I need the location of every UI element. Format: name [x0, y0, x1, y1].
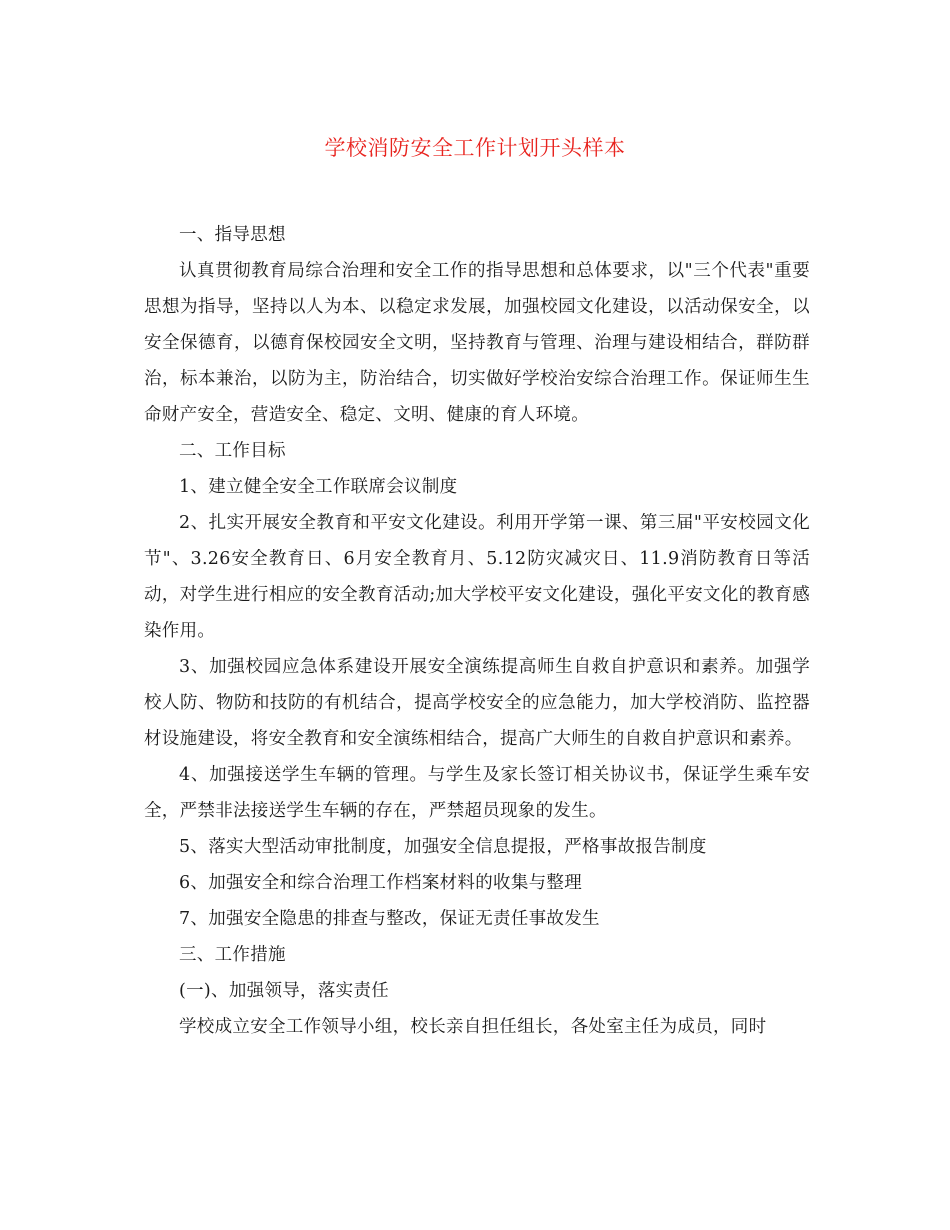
paragraph-guiding-ideology: 认真贯彻教育局综合治理和安全工作的指导思想和总体要求，以"三个代表"重要思想为指导，坚持以人为本、以稳定求发展，加强校园文化建设，以活动保安全，以安全保德育，以德育保校园安全文明，坚持教育与管理、治理与建设相结合，群防群治，标本兼治，以防为主，防治结合，切实做好学校治安综合治理工作。保证师生生命财产安全，营造安全、稳定、文明、健康的育人环境。: [144, 261, 810, 425]
paragraph-leadership: 学校成立安全工作领导小组，校长亲自担任组长，各处室主任为成员，同时: [179, 1017, 767, 1037]
subheading-leadership: (一)、加强领导，落实责任: [179, 981, 390, 1001]
goal-item-6: 6、加强安全和综合治理工作档案材料的收集与整理: [179, 873, 583, 893]
heading-work-measures: 三、工作措施: [179, 945, 286, 965]
goal-item-7: 7、加强安全隐患的排查与整改，保证无责任事故发生: [179, 909, 600, 929]
document-title: 学校消防安全工作计划开头样本: [324, 136, 626, 160]
goal-item-1: 1、建立健全安全工作联席会议制度: [179, 477, 458, 497]
heading-guiding-ideology: 一、指导思想: [179, 225, 286, 245]
goal-item-3: 3、加强校园应急体系建设开展安全演练提高师生自救自护意识和素养。加强学校人防、物防和技防的有机结合，提高学校安全的应急能力，加大学校消防、监控器材设施建设，将安全教育和安全演练相结合，提高广大师生的自救自护意识和素养。: [144, 657, 810, 749]
goal-item-4: 4、加强接送学生车辆的管理。与学生及家长签订相关协议书，保证学生乘车安全，严禁非法接送学生车辆的存在，严禁超员现象的发生。: [144, 765, 810, 821]
document-body: [144, 217, 810, 1045]
heading-work-goals: 二、工作目标: [179, 441, 286, 461]
goal-item-5: 5、落实大型活动审批制度，加强安全信息提报，严格事故报告制度: [179, 837, 707, 857]
goal-item-2: 2、扎实开展安全教育和平安文化建设。利用开学第一课、第三届"平安校园文化节"、3.26安全教育日、6月安全教育月、5.12防灾减灾日、11.9消防教育日等活动，对学生进行相应的安全教育活动;加大学校平安文化建设，强化平安文化的教育感染作用。: [144, 513, 810, 641]
